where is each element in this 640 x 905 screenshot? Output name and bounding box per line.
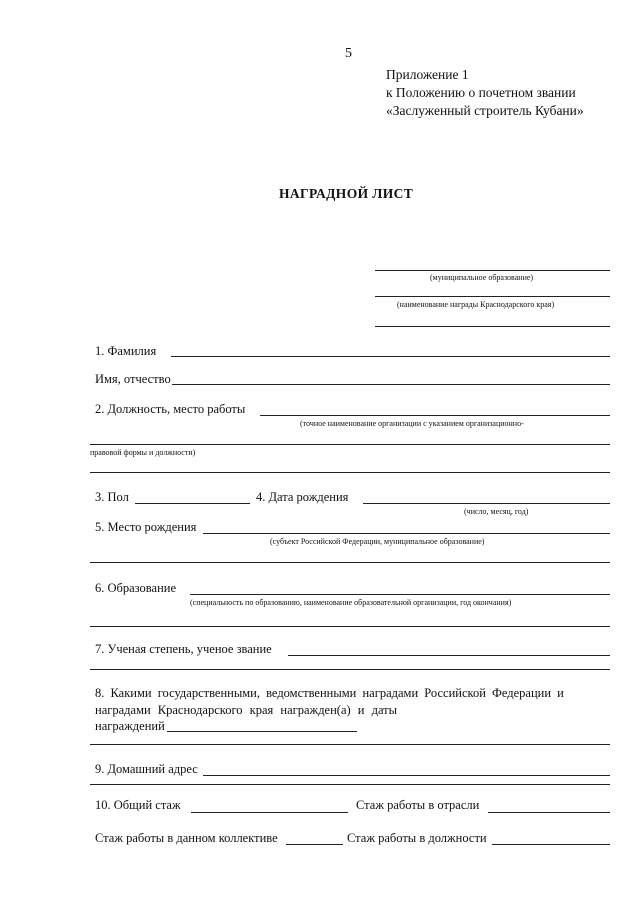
position-caption-a: (точное наименование организации с указанием организационно- — [300, 419, 524, 428]
team-experience-line[interactable] — [286, 844, 343, 845]
awards-line-3: награждений — [95, 719, 165, 733]
award-name-caption: (наименование награды Краснодарского края) — [397, 300, 555, 309]
surname-label: 1. Фамилия — [95, 344, 157, 358]
total-experience-line[interactable] — [191, 812, 348, 813]
award-name-line[interactable] — [375, 296, 610, 297]
awards-line-2: наградами Краснодарского края награжден(а) и даты — [95, 703, 398, 717]
appendix-line-3: «Заслуженный строитель Кубани» — [386, 103, 584, 118]
position-line[interactable] — [260, 415, 610, 416]
awards-line-extra[interactable] — [90, 744, 610, 745]
award-name-line-2[interactable] — [375, 326, 610, 327]
industry-experience-line[interactable] — [488, 812, 610, 813]
team-experience-label: Стаж работы в данном коллективе — [95, 831, 278, 845]
municipal-line[interactable] — [375, 270, 610, 271]
industry-experience-label: Стаж работы в отрасли — [356, 798, 480, 812]
birth-date-label: 4. Дата рождения — [256, 490, 349, 504]
home-address-label: 9. Домашний адрес — [95, 762, 198, 776]
birth-place-label: 5. Место рождения — [95, 520, 197, 534]
position-label: 2. Должность, место работы — [95, 402, 246, 416]
position-caption-b: правовой формы и должности) — [90, 448, 196, 457]
birth-place-line-2[interactable] — [90, 562, 610, 563]
degree-line[interactable] — [288, 655, 610, 656]
education-line[interactable] — [190, 594, 610, 595]
position-line-3[interactable] — [90, 472, 610, 473]
awards-line-1: 8. Какими государственными, ведомственными наградами Российской Федерации и — [95, 686, 564, 700]
name-patronymic-line[interactable] — [172, 384, 610, 385]
birth-date-caption: (число, месяц, год) — [464, 507, 529, 516]
page-number: 5 — [345, 46, 352, 61]
birth-place-caption: (субъект Российской Федерации, муниципальное образование) — [270, 537, 485, 546]
awards-dates-line[interactable] — [167, 731, 357, 732]
degree-line-2[interactable] — [90, 669, 610, 670]
home-address-line-2[interactable] — [90, 784, 610, 785]
position-experience-line[interactable] — [492, 844, 610, 845]
education-line-2[interactable] — [90, 626, 610, 627]
education-label: 6. Образование — [95, 581, 177, 595]
appendix-block — [386, 66, 584, 120]
surname-line[interactable] — [171, 356, 610, 357]
appendix-line-1: Приложение 1 — [386, 67, 469, 82]
home-address-line[interactable] — [203, 775, 610, 776]
birth-date-line[interactable] — [363, 503, 610, 504]
degree-label: 7. Ученая степень, ученое звание — [95, 642, 272, 656]
municipal-caption: (муниципальное образование) — [430, 273, 534, 282]
appendix-line-2: к Положению о почетном звании — [386, 85, 576, 100]
sex-line[interactable] — [135, 503, 250, 504]
position-experience-label: Стаж работы в должности — [347, 831, 487, 845]
birth-place-line[interactable] — [203, 533, 610, 534]
sex-label: 3. Пол — [95, 490, 129, 504]
document-title: НАГРАДНОЙ ЛИСТ — [279, 186, 414, 201]
education-caption: (специальность по образованию, наименование образовательной организации, год окончания) — [190, 598, 512, 607]
name-patronymic-label: Имя, отчество — [95, 372, 171, 386]
position-line-2[interactable] — [90, 444, 610, 445]
total-experience-label: 10. Общий стаж — [95, 798, 181, 812]
